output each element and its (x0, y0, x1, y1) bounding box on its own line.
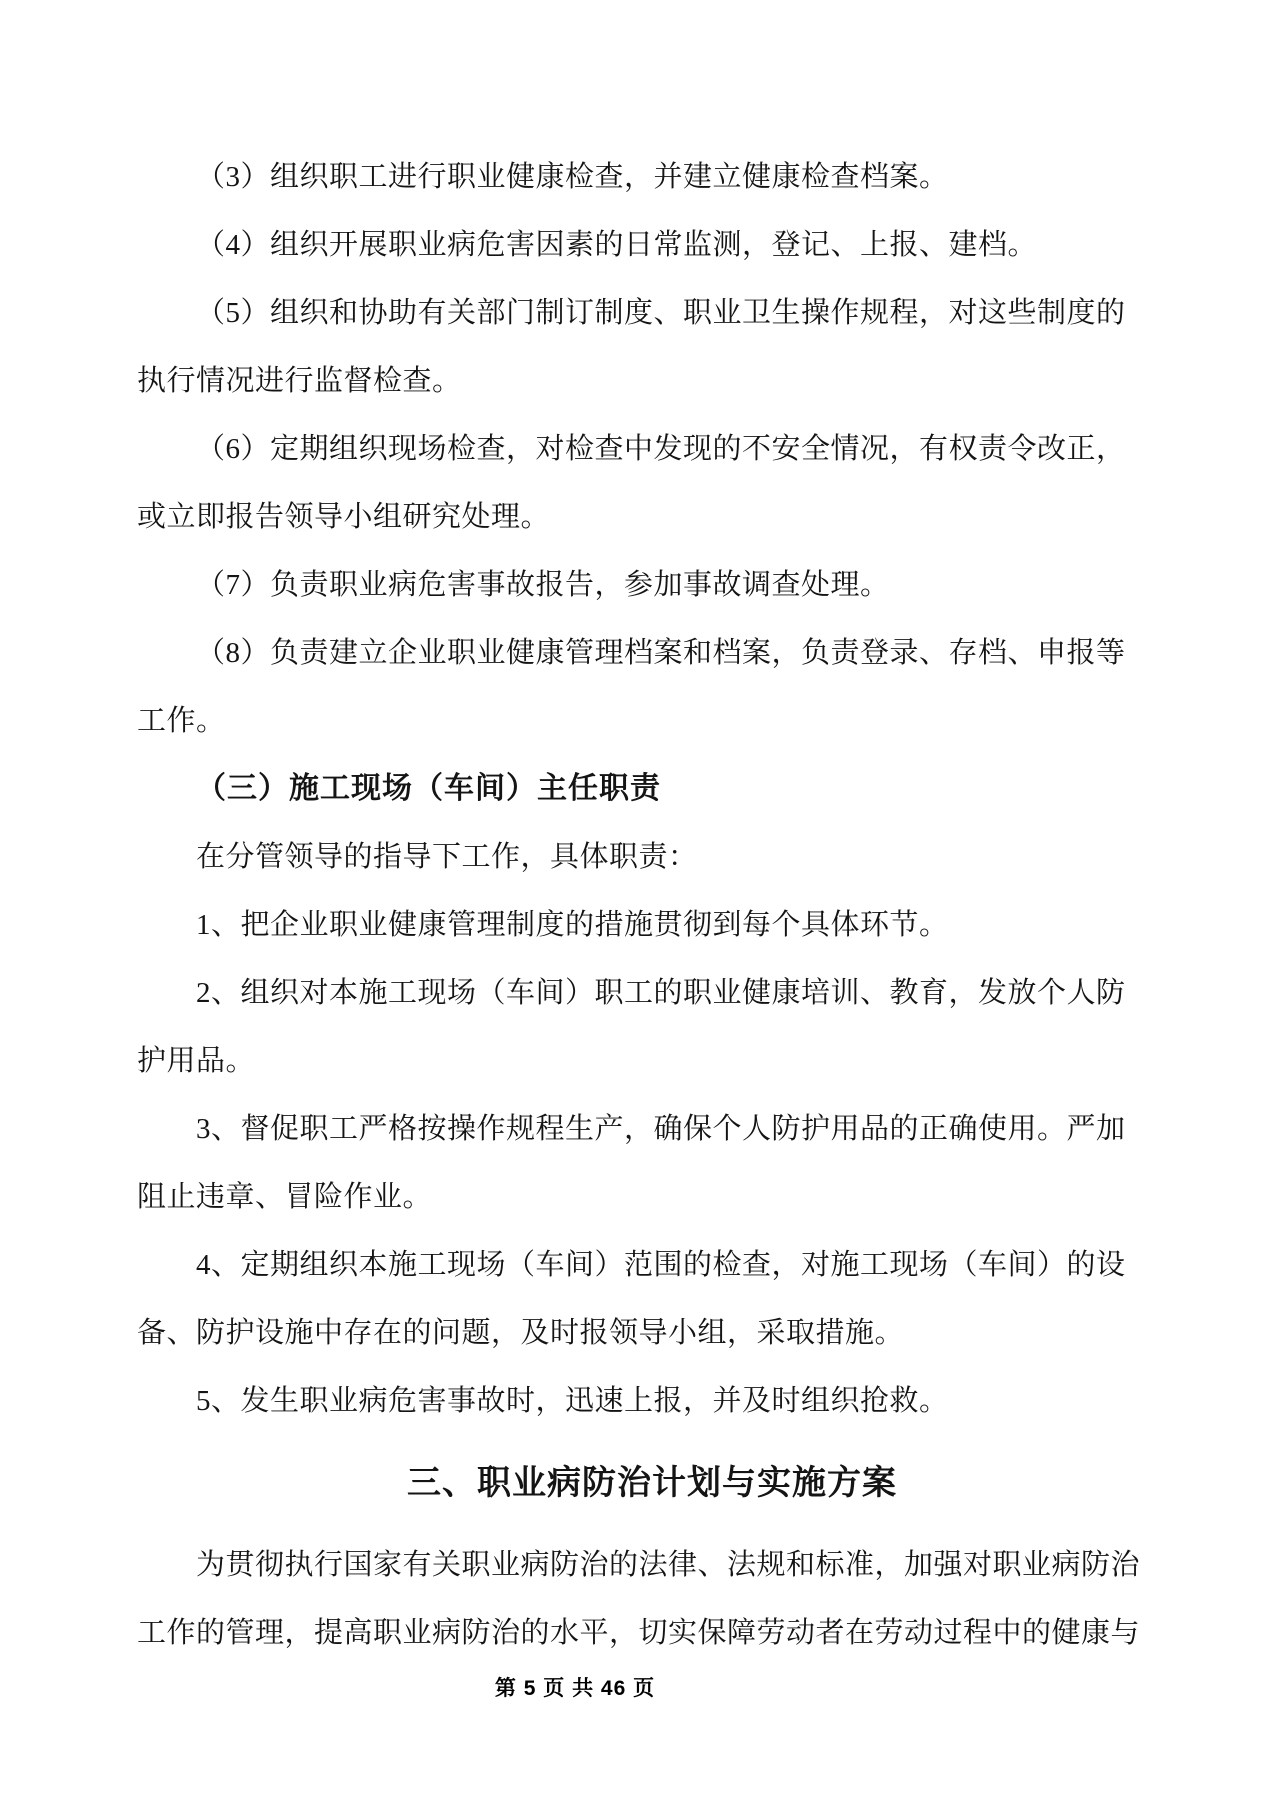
paragraph-line: 为贯彻执行国家有关职业病防治的法律、法规和标准，加强对职业病防治 (196, 1549, 1141, 1581)
paragraph-line: 执行情况进行监督检查。 (137, 365, 462, 397)
paragraph-line: 或立即报告领导小组研究处理。 (137, 501, 551, 533)
paragraph-line: 阻止违章、冒险作业。 (137, 1181, 433, 1213)
paragraph-line: 在分管领导的指导下工作，具体职责： (196, 841, 698, 873)
paragraph-line: 3、督促职工严格按操作规程生产，确保个人防护用品的正确使用。严加 (196, 1113, 1126, 1145)
page-number-footer: 第 5 页 共 46 页 (494, 1677, 656, 1700)
paragraph-line: （6）定期组织现场检查，对检查中发现的不安全情况，有权责令改正， (196, 433, 1126, 465)
paragraph-line: 护用品。 (137, 1045, 256, 1077)
paragraph-line: 备、防护设施中存在的问题，及时报领导小组，采取措施。 (137, 1317, 905, 1349)
paragraph-line: 工作的管理，提高职业病防治的水平，切实保障劳动者在劳动过程中的健康与 (137, 1617, 1141, 1649)
chapter-heading: 三、职业病防治计划与实施方案 (407, 1464, 897, 1502)
paragraph-line: （5）组织和协助有关部门制订制度、职业卫生操作规程，对这些制度的 (196, 297, 1126, 329)
paragraph-line: 工作。 (137, 705, 226, 737)
paragraph-line: 4、定期组织本施工现场（车间）范围的检查，对施工现场（车间）的设 (196, 1249, 1126, 1281)
paragraph-line: （3）组织职工进行职业健康检查，并建立健康检查档案。 (196, 161, 949, 193)
paragraph-line: 5、发生职业病危害事故时，迅速上报，并及时组织抢救。 (196, 1385, 949, 1417)
document-body (137, 143, 1167, 1667)
paragraph-line: （4）组织开展职业病危害因素的日常监测，登记、上报、建档。 (196, 229, 1038, 261)
paragraph-line: （7）负责职业病危害事故报告，参加事故调查处理。 (196, 569, 890, 601)
paragraph-line: （8）负责建立企业职业健康管理档案和档案，负责登录、存档、申报等 (196, 637, 1126, 669)
paragraph-line: 1、把企业职业健康管理制度的措施贯彻到每个具体环节。 (196, 909, 949, 941)
paragraph-line: 2、组织对本施工现场（车间）职工的职业健康培训、教育，发放个人防 (196, 977, 1126, 1009)
section-heading: （三）施工现场（车间）主任职责 (196, 772, 661, 805)
